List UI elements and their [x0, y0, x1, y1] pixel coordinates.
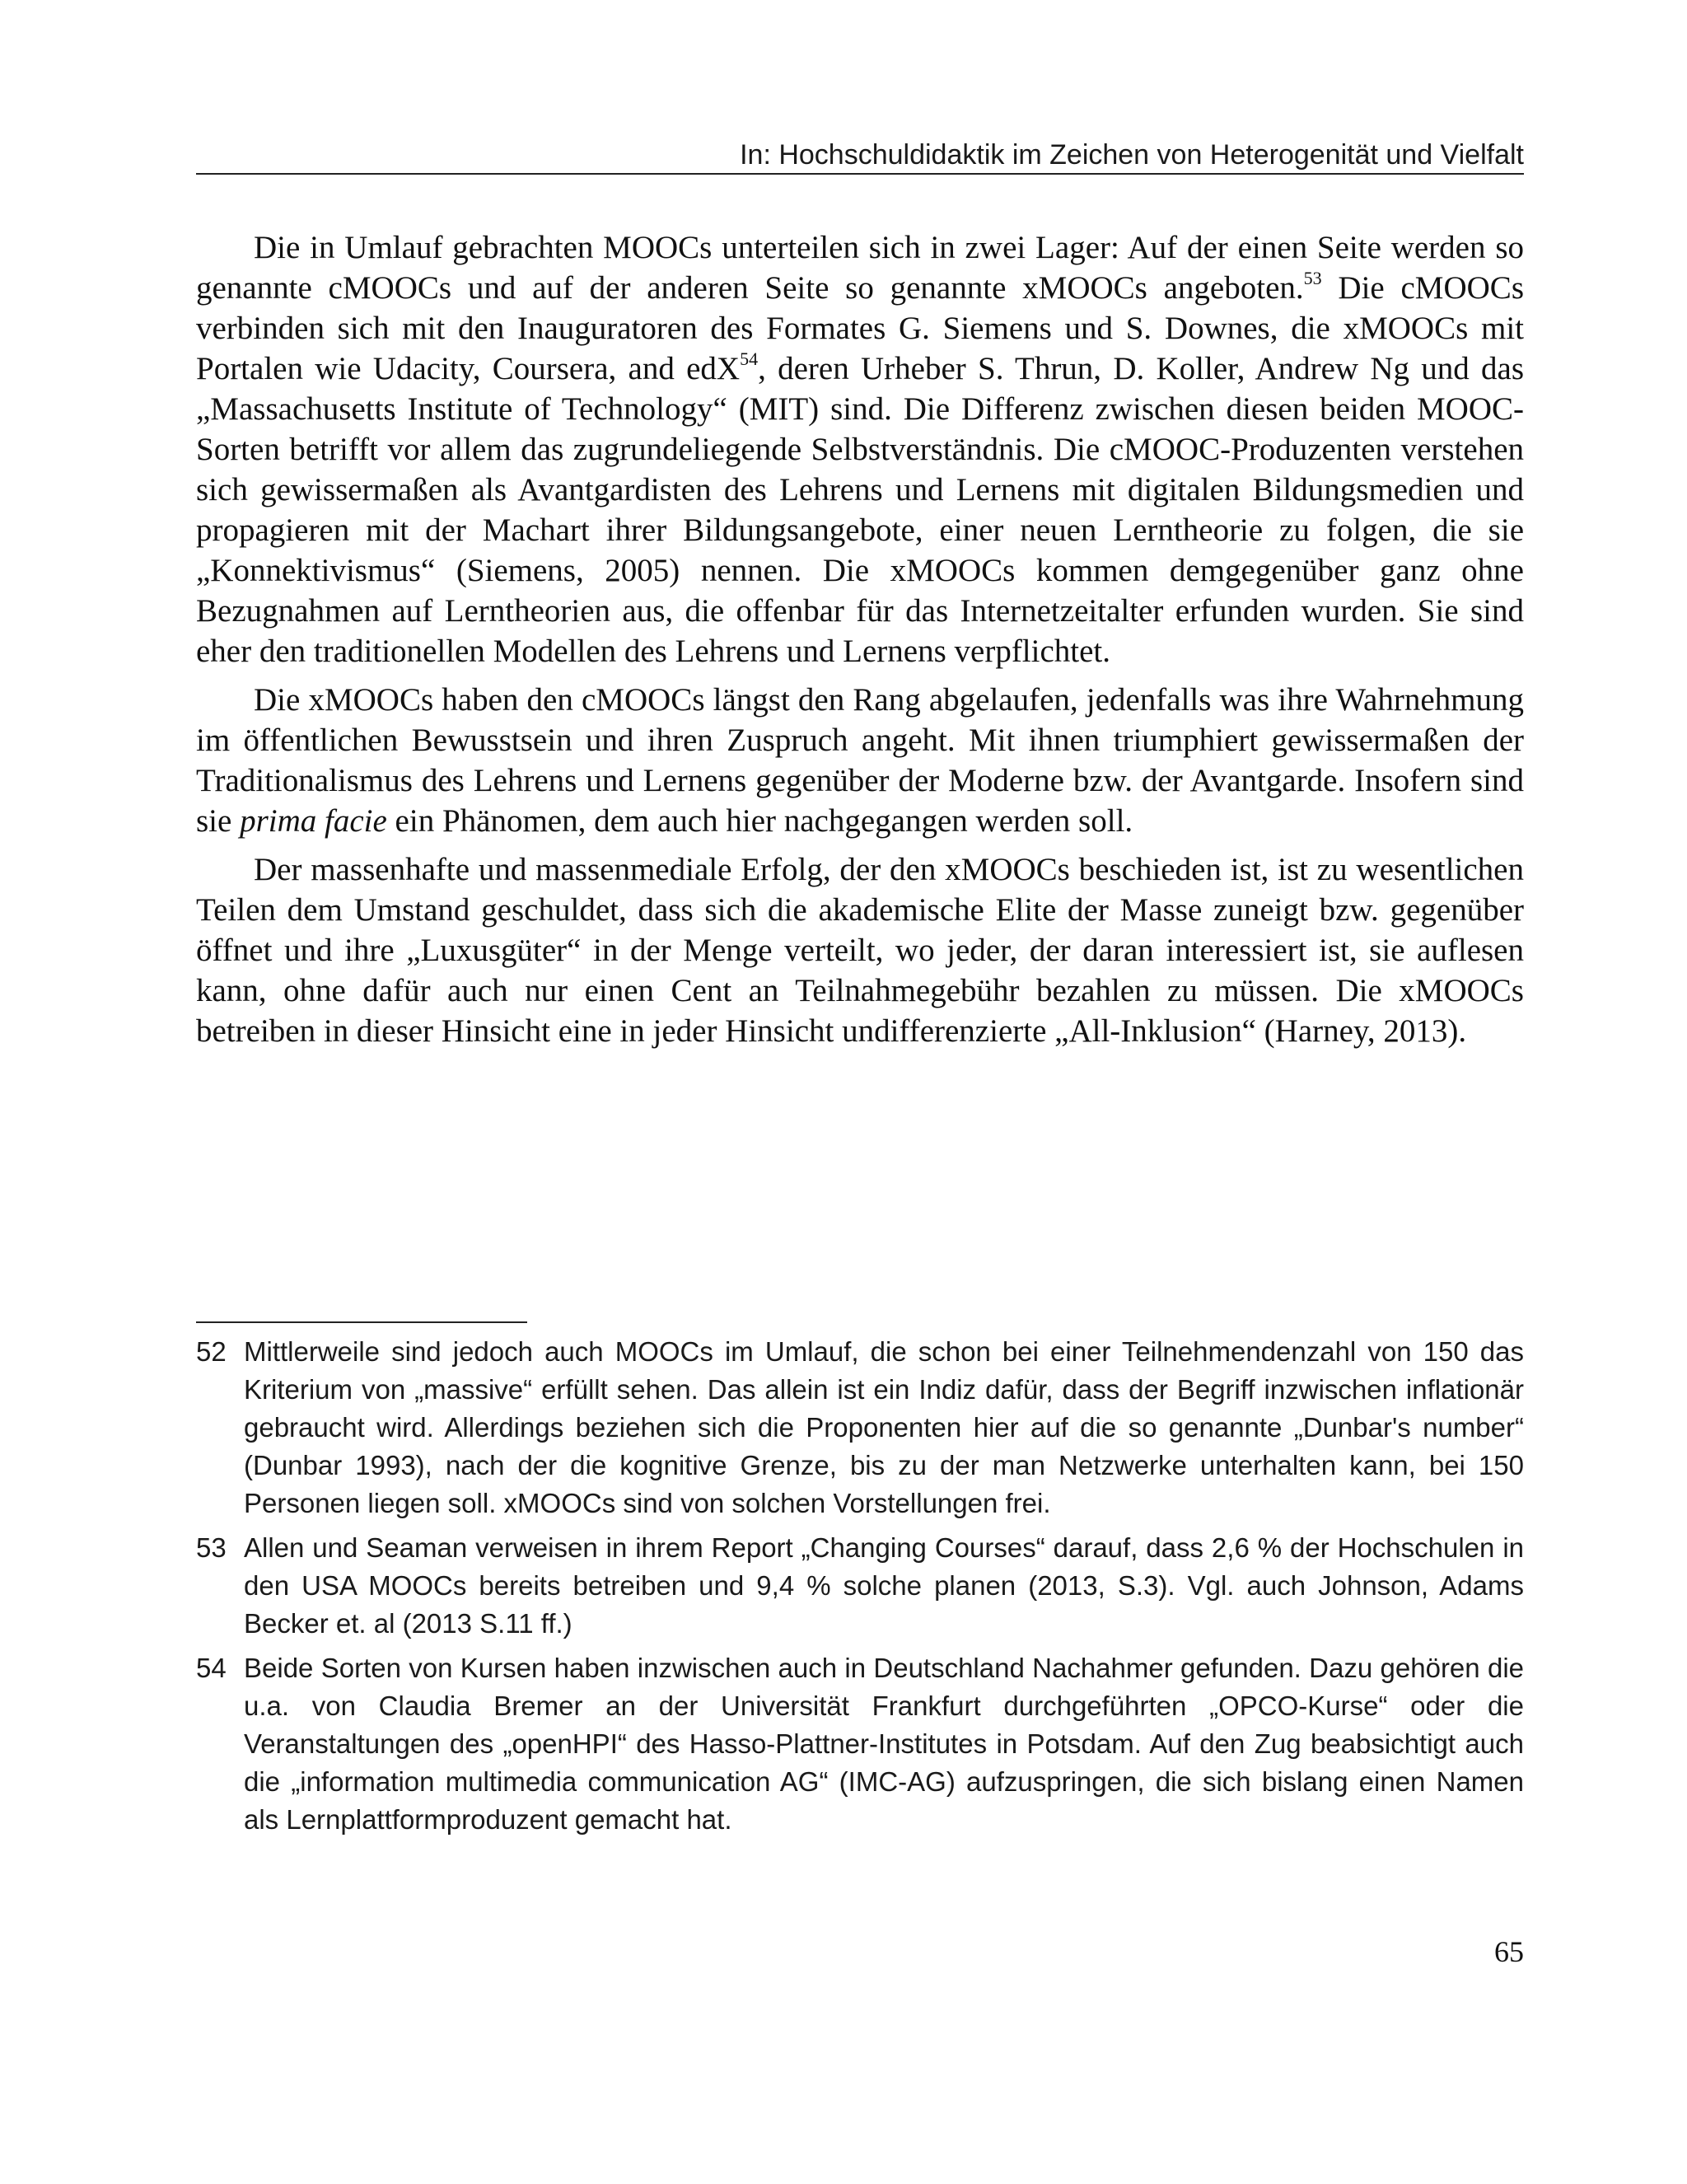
main-text	[196, 227, 1524, 1059]
footnote-text: Allen und Seaman verweisen in ihrem Report „Changing Courses“ darauf, dass 2,6 % der Hochschulen in den USA MOOCs bereits betreiben und 9,4 % solche planen (2013, S.3). Vgl. auch Johnson, Adams Becker et. al (2013 S.11 ff.)	[244, 1532, 1524, 1639]
footnote-number: 54	[196, 1653, 227, 1683]
paragraph-3: Der massenhafte und massenmediale Erfolg, der den xMOOCs beschieden ist, ist zu wesentlichen Teilen dem Umstand geschuldet, dass sich die akademische Elite der Masse zuneigt bzw. gegenüber öffnet und ihre „Luxusgüter“ in der Menge verteilt, wo jeder, der daran interessiert ist, sie auflesen kann, ohne dafür auch nur einen Cent an Teilnahmegebühr bezahlen zu müssen. Die xMOOCs betreiben in dieser Hinsicht eine in jeder Hinsicht undifferenzierte „All-Inklusion“ (Harney, 2013).	[196, 852, 1524, 1049]
page-number: 65	[1494, 1935, 1524, 1968]
paragraph-2	[196, 680, 1524, 841]
paragraph-2-part-1: Die xMOOCs haben den cMOOCs längst den Rang abgelaufen, jedenfalls was ihre Wahrnehmung im öffentlichen Bewusstsein und ihren Zuspruch angeht. Mit ihnen triumphiert gewissermaßen der Traditionalismus des Lehrens und Lernens gegenüber der Moderne bzw. der Avantgarde. Insofern sind sie	[196, 682, 1524, 839]
footnote-53	[196, 1529, 1524, 1643]
footnote-text: Beide Sorten von Kursen haben inzwischen auch in Deutschland Nachahmer gefunden. Dazu gehören die u.a. von Claudia Bremer an der Universität Frankfurt durchgeführten „OPCO-Kurse“ oder die Veranstaltungen des „openHPI“ des Hasso-Plattner-Institutes in Potsdam. Auf den Zug beabsichtigt auch die „information multimedia communication AG“ (IMC-AG) aufzuspringen, die sich bislang einen Namen als Lernplattformproduzent gemacht hat.	[244, 1653, 1524, 1835]
running-header: In: Hochschuldidaktik im Zeichen von Heterogenität und Vielfalt	[740, 139, 1524, 171]
paragraph-1-part-2: Die cMOOCs verbinden sich mit den Inauguratoren des Formates G. Siemens und S. Downes, die xMOOCs mit Portalen wie Udacity, Coursera, and edX	[196, 270, 1524, 386]
footnote-separator	[196, 1321, 527, 1323]
footnote-number: 52	[196, 1336, 227, 1367]
footnote-54	[196, 1649, 1524, 1839]
footnote-text: Mittlerweile sind jedoch auch MOOCs im Umlauf, die schon bei einer Teilnehmendenzahl von 150 das Kriterium von „massive“ erfüllt sehen. Das allein ist ein Indiz dafür, dass der Begriff inzwischen inflationär gebraucht wird. Allerdings beziehen sich die Proponenten hier auf die so genannte „Dunbar's number“ (Dunbar 1993), nach der die kognitive Grenze, bis zu der man Netzwerke unterhalten kann, bei 150 Personen liegen soll. xMOOCs sind von solchen Vorstellungen frei.	[244, 1336, 1524, 1518]
footnote-ref-53[interactable]: 53	[1303, 268, 1322, 288]
footnote-52	[196, 1333, 1524, 1522]
paragraph-2-part-2: ein Phänomen, dem auch hier nachgegangen werden soll.	[386, 803, 1133, 839]
footnote-ref-54[interactable]: 54	[740, 348, 759, 369]
paragraph-2-emphasis: prima facie	[240, 803, 387, 839]
header-rule	[196, 173, 1524, 175]
paragraph-1-part-3: , deren Urheber S. Thrun, D. Koller, Andrew Ng und das „Massachusetts Institute of Technology“ (MIT) sind. Die Differenz zwischen diesen beiden MOOC-Sorten betrifft vor allem das zugrundeliegende Selbstverständnis. Die cMOOC-Produzenten verstehen sich gewissermaßen als Avantgardisten des Lehrens und Lernens mit digitalen Bildungsmedien und propagieren mit der Machart ihrer Bildungsangebote, einer neuen Lerntheorie zu folgen, die sie „Konnektivismus“ (Siemens, 2005) nennen. Die xMOOCs kommen demgegenüber ganz ohne Bezugnahmen auf Lerntheorien aus, die offenbar für das Internetzeitalter erfunden wurden. Sie sind eher den traditionellen Modellen des Lehrens und Lernens verpflichtet.	[196, 351, 1524, 669]
paragraph-1	[196, 227, 1524, 671]
paragraph-1-part-1: Die in Umlauf gebrachten MOOCs unterteilen sich in zwei Lager: Auf der einen Seite werden so genannte cMOOCs und auf der anderen Seite so genannte xMOOCs angeboten.	[196, 230, 1524, 306]
footnotes	[196, 1333, 1524, 1845]
footnote-number: 53	[196, 1532, 227, 1563]
